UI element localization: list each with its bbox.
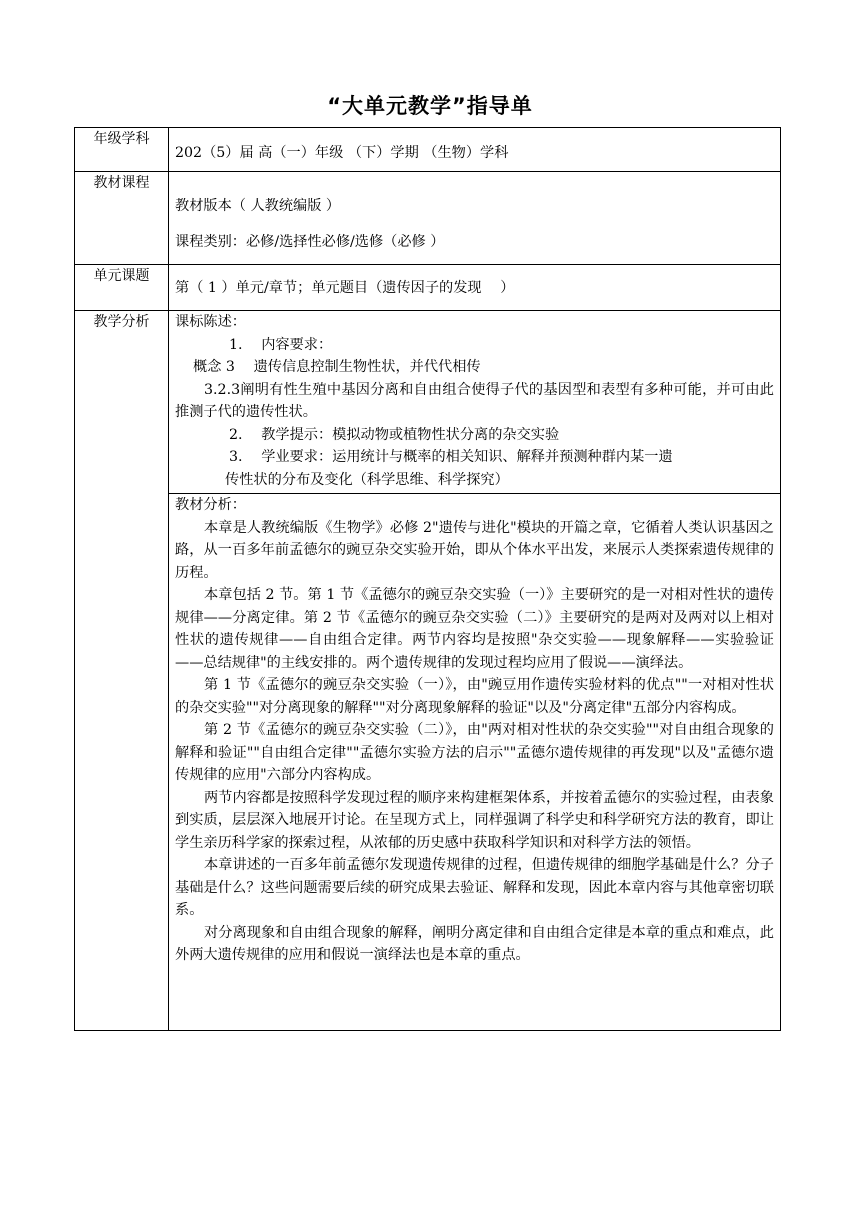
analysis-paragraph: 两节内容都是按照科学发现过程的顺序来构建框架体系，并按着孟德尔的实验过程，由表象到实质，层层深入地展开讨论。在呈现方式上，同样强调了科学史和科学研究方法的教育，即让学生亲历科学家的探索过程，从浓郁的历史感中获取科学知识和对科学方法的领悟。 xyxy=(175,789,774,851)
standards-cell xyxy=(169,311,780,493)
analysis-paragraph: 第 2 节《孟德尔的豌豆杂交实验（二）》，由"两对相对性状的杂交实验""对自由组合现象的解释和验证""自由组合定律""孟德尔实验方法的启示""孟德尔遗传规律的再发现"以及"孟德尔遗传规律的应用"六部分内容构成。 xyxy=(175,722,774,783)
standards-item-2: 2. 教学提示：模拟动物或植物性状分离的杂交实验 xyxy=(229,426,560,443)
analysis-paragraph: 第 1 节《孟德尔的豌豆杂交实验（一）》，由"豌豆用作遗传实验材料的优点""一对相对性状的杂交实验""对分离现象的解释""对分离现象解释的验证"以及"分离定律"五部分内容构成。 xyxy=(175,677,774,716)
grade-label: 年级学科 xyxy=(75,128,169,172)
standards-item-3: 3. 学业要求：运用统计与概率的相关知识、解释并预测种群内某一遗 xyxy=(229,449,673,465)
textbook-version: 教材版本（ 人教统编版 ） xyxy=(175,198,341,214)
row-unit xyxy=(75,265,781,311)
standards-concept: 概念 3 遗传信息控制生物性状，并代代相传 xyxy=(193,359,481,375)
row-standards xyxy=(75,311,781,494)
guide-table xyxy=(74,127,781,1031)
course-category: 课程类别：必修/选择性必修/选修（必修 ） xyxy=(175,234,445,250)
analysis-heading: 教材分析： xyxy=(175,497,246,513)
analysis-paragraph: 对分离现象和自由组合现象的解释，阐明分离定律和自由组合定律是本章的重点和难点，此外两大遗传规律的应用和假说一演绎法也是本章的重点。 xyxy=(175,924,774,963)
row-textbook-analysis xyxy=(75,494,781,1031)
analysis-label: 教学分析 xyxy=(75,311,169,1031)
analysis-paragraph: 本章讲述的一百多年前孟德尔发现遗传规律的过程，但遗传规律的细胞学基础是什么？分子基础是什么？这些问题需要后续的研究成果去验证、解释和发现，因此本章内容与其他章密切联系。 xyxy=(175,857,774,918)
unit-label: 单元课题 xyxy=(75,265,169,311)
standards-heading: 课标陈述： xyxy=(175,314,246,330)
row-grade xyxy=(75,128,781,172)
textbook-cell xyxy=(169,172,780,262)
standards-item-1: 1. 内容要求： xyxy=(229,336,333,353)
analysis-paragraph: 本章是人教统编版《生物学》必修 2"遗传与进化"模块的开篇之章，它循着人类认识基因之路，从一百多年前孟德尔的豌豆杂交实验开始，即从个体水平出发，来展示人类探索遗传规律的历程。 xyxy=(175,519,774,581)
page-title: “大单元教学”指导单 xyxy=(327,94,533,118)
grade-text: 202（5）届 高（一）年级 （下）学期 （生物）学科 xyxy=(175,145,509,162)
textbook-analysis-cell xyxy=(169,494,780,969)
row-textbook xyxy=(75,172,781,265)
standards-item-3-cont: 传性状的分布及变化（科学思维、科学探究） xyxy=(225,471,509,488)
analysis-paragraph: 本章包括 2 节。第 1 节《孟德尔的豌豆杂交实验（一）》主要研究的是一对相对性状的遗传规律——分离定律。第 2 节《孟德尔的豌豆杂交实验（二）》主要研究的是两对及两对以上相对性状的遗传规律——自由组合定律。两节内容均是按照"杂交实验——现象解释——实验验证——总结规律"的主线安排的。两个遗传规律的发现过程均应用了假说——演绎法。 xyxy=(175,587,774,671)
unit-text: 第（ 1 ）单元/章节；单元题目（遗传因子的发现 ） xyxy=(175,279,515,296)
textbook-label: 教材课程 xyxy=(75,172,169,265)
standards-detail: 3.2.3阐明有性生殖中基因分离和自由组合使得子代的基因型和表型有多种可能，并可由此推测子代的遗传性状。 xyxy=(175,381,774,420)
